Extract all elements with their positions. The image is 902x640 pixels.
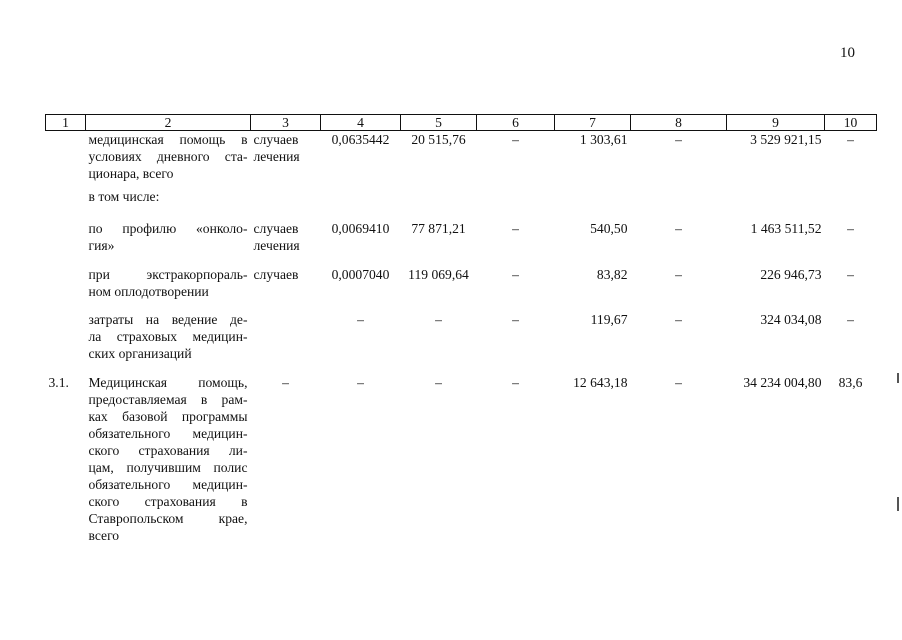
- table-body: [46, 131, 877, 545]
- cell-col-4: –: [357, 312, 364, 327]
- cell-col-5: –: [435, 312, 442, 327]
- row-name-line: при экстракорпораль-: [88, 267, 248, 282]
- table-row: [46, 374, 877, 544]
- row-name-line: медицинская помощь в: [88, 132, 248, 147]
- row-unit: [251, 374, 321, 544]
- cell-col-6: [477, 188, 555, 220]
- cell-col-8: –: [675, 375, 682, 390]
- row-unit-line: –: [282, 375, 289, 390]
- data-table: [45, 114, 877, 544]
- row-number: [46, 266, 86, 311]
- row-name-line: Медицинская помощь,: [88, 375, 248, 390]
- row-name: [86, 311, 251, 374]
- row-number: [46, 131, 86, 189]
- cell-col-5: 77 871,21: [411, 221, 466, 236]
- row-unit: [251, 131, 321, 189]
- cell-col-8: –: [675, 267, 682, 282]
- cell-col-10: –: [847, 221, 854, 236]
- row-name-line: всего: [88, 528, 120, 543]
- cell-col-6: –: [512, 375, 519, 390]
- cell-col-4: 0,0007040: [331, 267, 390, 282]
- column-header: 8: [631, 115, 727, 131]
- cell-col-4: [321, 188, 401, 220]
- column-header: 1: [46, 115, 86, 131]
- row-name-line: ном оплодотворении: [88, 284, 209, 299]
- column-header: 7: [555, 115, 631, 131]
- scan-mark: [897, 373, 899, 383]
- row-number: 3.1.: [48, 375, 69, 390]
- table-row: [46, 220, 877, 266]
- cell-col-5: –: [435, 375, 442, 390]
- row-name-line: ских организаций: [88, 346, 192, 361]
- row-number: [46, 311, 86, 374]
- cell-col-9: 226 946,73: [760, 267, 822, 282]
- cell-col-9: 324 034,08: [760, 312, 822, 327]
- cell-col-9: 34 234 004,80: [743, 375, 822, 390]
- cell-col-7: 83,82: [596, 267, 628, 282]
- cell-col-10: [825, 188, 877, 220]
- row-name-line: ла страховых медицин-: [88, 329, 248, 344]
- row-unit-line: случаев: [253, 221, 299, 236]
- row-name-line: предоставляемая в рам-: [88, 392, 248, 407]
- row-name-line: ках базовой программы: [88, 409, 248, 424]
- row-unit-line: случаев: [253, 267, 299, 282]
- cell-col-7: 12 643,18: [573, 375, 628, 390]
- row-unit-line: лечения: [253, 238, 300, 253]
- cell-col-4: –: [357, 375, 364, 390]
- row-name: [86, 131, 251, 189]
- row-name-line: условиях дневного ста-: [88, 149, 248, 164]
- column-header: 4: [321, 115, 401, 131]
- row-name-line: гия»: [88, 238, 115, 253]
- cell-col-6: –: [512, 132, 519, 147]
- column-header: 2: [86, 115, 251, 131]
- row-unit: [251, 266, 321, 311]
- cell-col-8: –: [675, 132, 682, 147]
- cell-col-7: 119,67: [590, 312, 628, 327]
- cell-col-9: 3 529 921,15: [750, 132, 822, 147]
- column-header: 10: [825, 115, 877, 131]
- row-name-line: ского страхования ли-: [88, 443, 248, 458]
- cell-col-8: –: [675, 312, 682, 327]
- row-name-line: в том числе:: [88, 189, 160, 204]
- row-unit-line: случаев: [253, 132, 299, 147]
- cell-col-8: [631, 188, 727, 220]
- row-unit: [251, 220, 321, 266]
- row-name-line: цам, получившим полис: [88, 460, 248, 475]
- table-header: [46, 115, 877, 131]
- cell-col-10: –: [847, 312, 854, 327]
- cell-col-10: –: [847, 132, 854, 147]
- cell-col-6: –: [512, 267, 519, 282]
- row-name: [86, 266, 251, 311]
- row-unit: [251, 311, 321, 374]
- cell-col-9: 1 463 511,52: [750, 221, 822, 236]
- cell-col-7: 1 303,61: [579, 132, 628, 147]
- scan-mark: [897, 497, 899, 511]
- cell-col-6: –: [512, 312, 519, 327]
- column-header: 9: [727, 115, 825, 131]
- row-name: [86, 220, 251, 266]
- row-name-line: ского страхования в: [88, 494, 248, 509]
- cell-col-5: [401, 188, 477, 220]
- cell-col-10: 83,6: [838, 375, 863, 390]
- cell-col-9: [727, 188, 825, 220]
- cell-col-6: –: [512, 221, 519, 236]
- table-row: [46, 266, 877, 311]
- row-name-line: ционара, всего: [88, 166, 174, 181]
- row-name: [86, 188, 251, 220]
- table-row: [46, 131, 877, 189]
- row-name-line: Ставропольском крае,: [88, 511, 248, 526]
- cell-col-5: 119 069,64: [408, 267, 469, 282]
- table-row: [46, 188, 877, 220]
- cell-col-5: 20 515,76: [411, 132, 466, 147]
- row-unit: [251, 188, 321, 220]
- cell-col-4: 0,0635442: [331, 132, 390, 147]
- row-unit-line: лечения: [253, 149, 300, 164]
- cell-col-7: 540,50: [590, 221, 628, 236]
- cell-col-4: 0,0069410: [331, 221, 390, 236]
- column-header: 3: [251, 115, 321, 131]
- row-name-line: обязательного медицин-: [88, 477, 248, 492]
- row-name-line: обязательного медицин-: [88, 426, 248, 441]
- row-name-line: по профилю «онколо-: [88, 221, 248, 236]
- row-number: [46, 220, 86, 266]
- cell-col-10: –: [847, 267, 854, 282]
- table-row: [46, 311, 877, 374]
- page-number: 10: [840, 45, 855, 61]
- column-header: 6: [477, 115, 555, 131]
- cell-col-7: [555, 188, 631, 220]
- row-name: [86, 374, 251, 544]
- row-number: [46, 188, 86, 220]
- cell-col-8: –: [675, 221, 682, 236]
- column-header: 5: [401, 115, 477, 131]
- row-name-line: затраты на ведение де-: [88, 312, 248, 327]
